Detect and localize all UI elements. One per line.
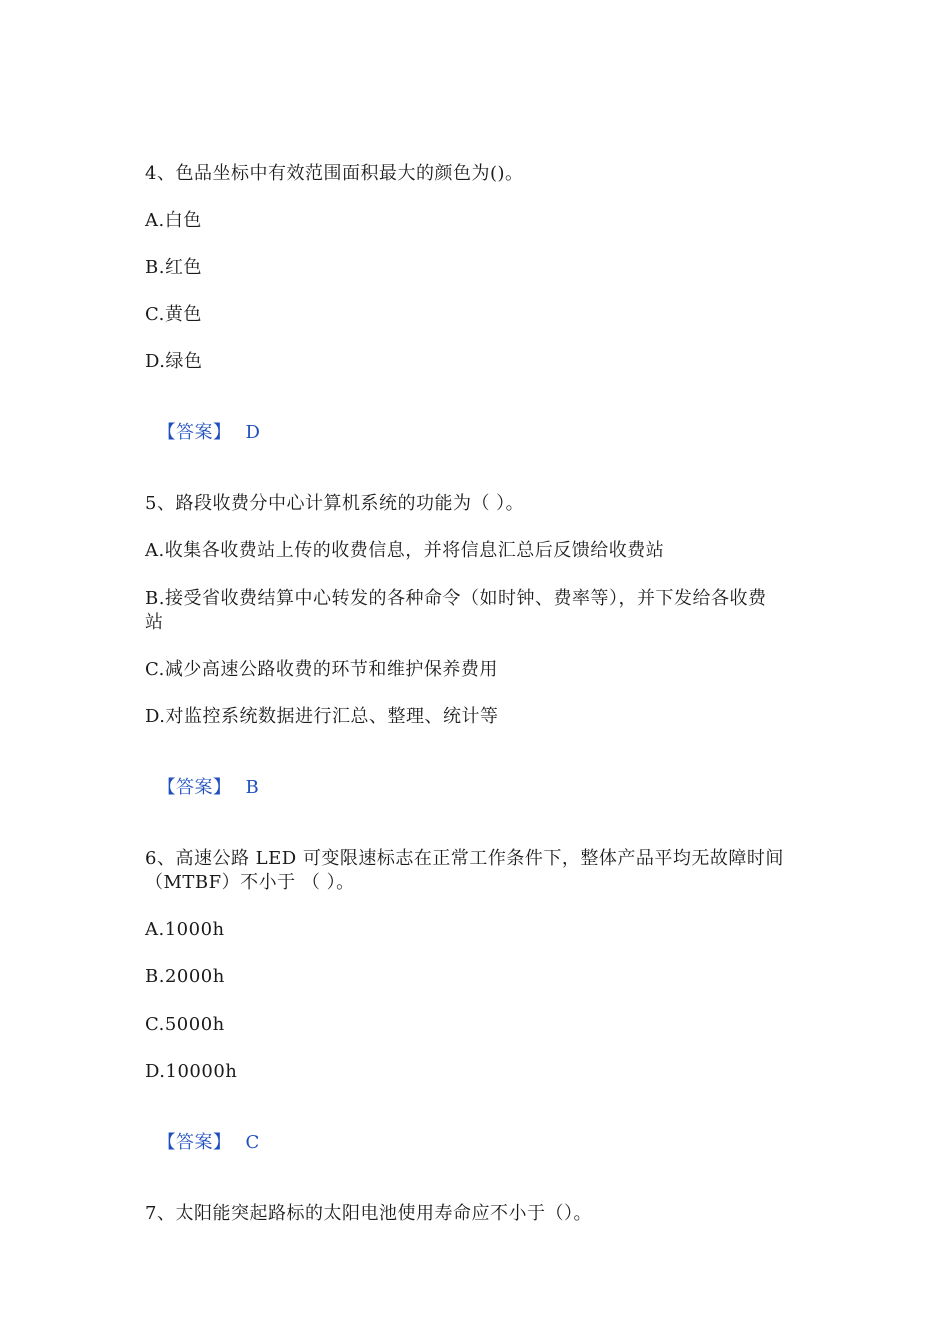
question-5-answer bbox=[145, 752, 259, 800]
question-5-option-a: A.收集各收费站上传的收费信息，并将信息汇总后反馈给收费站 bbox=[145, 540, 665, 561]
question-6-option-d: D.10000h bbox=[145, 1061, 238, 1082]
question-5-option-b-continued: 站 bbox=[145, 612, 164, 633]
question-6-option-c: C.5000h bbox=[145, 1014, 225, 1035]
answer-label: 【答案】 bbox=[157, 777, 232, 798]
answer-value: B bbox=[245, 777, 260, 798]
question-4-option-a: A.白色 bbox=[145, 210, 202, 231]
question-6-option-b: B.2000h bbox=[145, 966, 225, 987]
question-6-stem-continued: （MTBF）不小于 （ ）。 bbox=[145, 872, 355, 893]
question-4-option-d: D.绿色 bbox=[145, 351, 203, 372]
question-4-option-b: B.红色 bbox=[145, 257, 202, 278]
question-4-option-c: C.黄色 bbox=[145, 304, 202, 325]
answer-value: D bbox=[245, 422, 261, 443]
question-4-stem: 4、色品坐标中有效范围面积最大的颜色为()。 bbox=[145, 163, 524, 184]
answer-label: 【答案】 bbox=[157, 422, 232, 443]
answer-label: 【答案】 bbox=[157, 1132, 232, 1153]
question-5-stem: 5、路段收费分中心计算机系统的功能为（ ）。 bbox=[145, 493, 525, 514]
question-6-stem: 6、高速公路 LED 可变限速标志在正常工作条件下，整体产品平均无故障时间 bbox=[145, 848, 784, 869]
question-5-option-c: C.减少高速公路收费的环节和维护保养费用 bbox=[145, 659, 498, 680]
question-5-option-b: B.接受省收费结算中心转发的各种命令（如时钟、费率等），并下发给各收费 bbox=[145, 588, 767, 609]
answer-value: C bbox=[245, 1132, 260, 1153]
question-6-option-a: A.1000h bbox=[145, 919, 225, 940]
question-5-option-d: D.对监控系统数据进行汇总、整理、统计等 bbox=[145, 706, 499, 727]
question-6-answer bbox=[145, 1107, 260, 1155]
question-4-answer bbox=[145, 397, 260, 445]
question-7-stem: 7、太阳能突起路标的太阳电池使用寿命应不小于（）。 bbox=[145, 1203, 592, 1224]
